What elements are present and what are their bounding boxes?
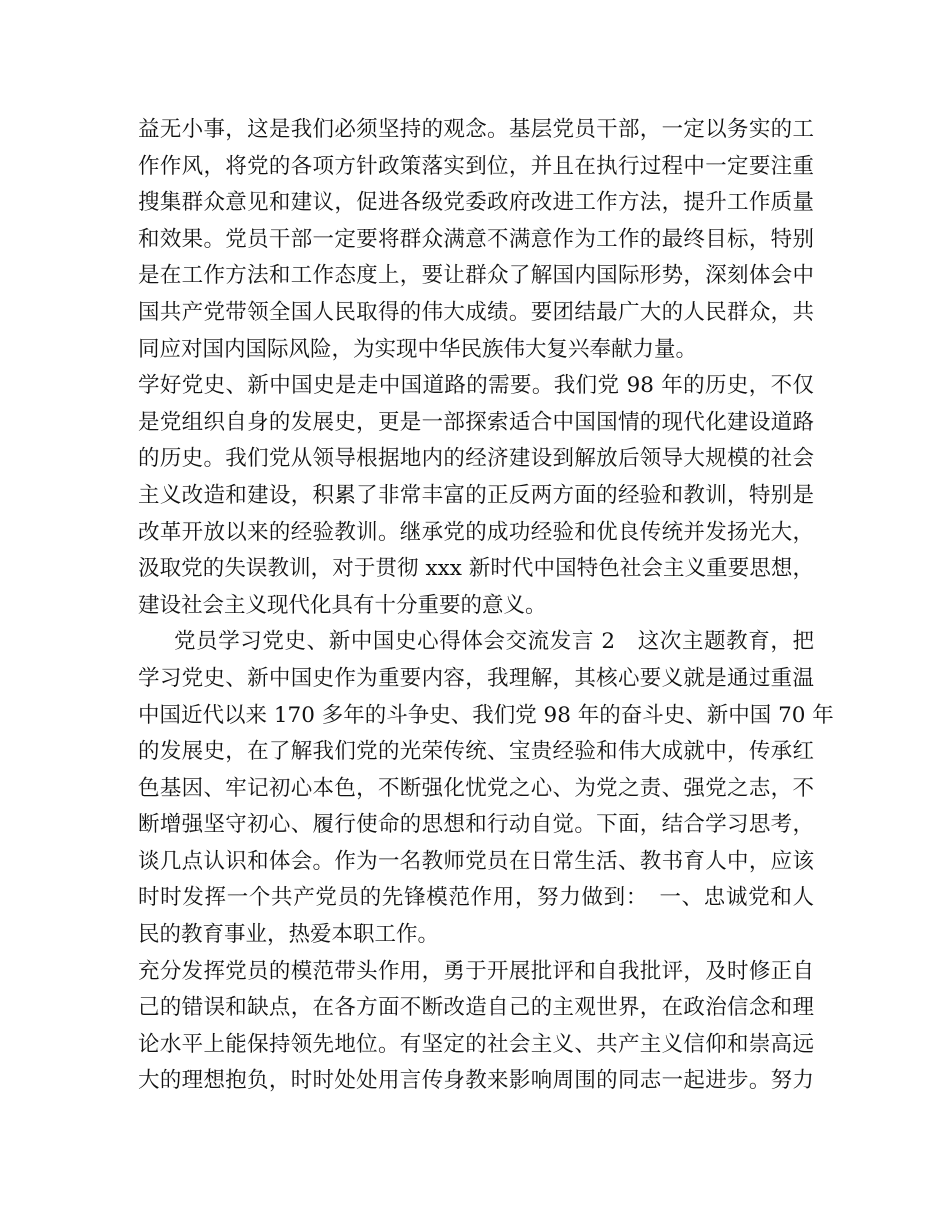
text-line: 益无小事，这是我们必须坚持的观念。基层党员干部，一定以务实的工 [138, 117, 814, 142]
text-line: 国共产党带领全国人民取得的伟大成绩。要团结最广大的人民群众，共 [138, 299, 814, 325]
text-line: 大的理想抱负，时时处处用言传身教来影响周围的同志一起进步。努力 [138, 1068, 814, 1094]
document-body-text [138, 112, 834, 1100]
text-line: 和效果。党员干部一定要将群众满意不满意作为工作的最终目标，特别 [138, 226, 814, 252]
text-line: 主义改造和建设，积累了非常丰富的正反两方面的经验和教训，特别是 [138, 482, 814, 508]
text-line: 同应对国内国际风险，为实现中华民族伟大复兴奉献力量。 [138, 336, 698, 362]
text-line: 的发展史，在了解我们党的光荣传统、宝贵经验和伟大成就中，传承红 [138, 739, 814, 765]
text-line: 中国近代以来 170 多年的斗争史、我们党 98 年的奋斗史、新中国 70 年 [138, 702, 834, 728]
text-line: 是在工作方法和工作态度上，要让群众了解国内国际形势，深刻体会中 [138, 263, 814, 289]
text-line: 时时发挥一个共产党员的先锋模范作用，努力做到： 一、忠诚党和人 [138, 885, 814, 911]
text-line: 建设社会主义现代化具有十分重要的意义。 [138, 592, 547, 618]
text-line: 搜集群众意见和建议，促进各级党委政府改进工作方法，提升工作质量 [138, 190, 814, 216]
text-line: 学习党史、新中国史作为重要内容，我理解，其核心要义就是通过重温 [138, 665, 814, 691]
text-line: 改革开放以来的经验教训。继承党的成功经验和优良传统并发扬光大， [138, 519, 814, 545]
text-line: 党员学习党史、新中国史心得体会交流发言 2 这次主题教育，把 [174, 629, 814, 655]
text-line: 断增强坚守初心、履行使命的思想和行动自觉。下面，结合学习思考， [138, 812, 814, 838]
text-line: 论水平上能保持领先地位。有坚定的社会主义、共产主义信仰和崇高远 [138, 1031, 814, 1057]
text-line: 的历史。我们党从领导根据地内的经济建设到解放后领导大规模的社会 [138, 446, 814, 472]
text-line: 作作风，将党的各项方针政策落实到位，并且在执行过程中一定要注重 [138, 153, 814, 179]
text-line: 民的教育事业，热爱本职工作。 [138, 922, 440, 948]
text-line: 充分发挥党员的模范带头作用，勇于开展批评和自我批评，及时修正自 [138, 958, 814, 984]
text-line: 学好党史、新中国史是走中国道路的需要。我们党 98 年的历史，不仅 [138, 373, 814, 399]
text-line: 是党组织自身的发展史，更是一部探索适合中国国情的现代化建设道路 [138, 409, 814, 435]
text-line: 己的错误和缺点，在各方面不断改造自己的主观世界，在政治信念和理 [138, 995, 814, 1021]
text-line: 色基因、牢记初心本色，不断强化忧党之心、为党之责、强党之志，不 [138, 775, 814, 801]
text-line: 汲取党的失误教训，对于贯彻 xxx 新时代中国特色社会主义重要思想， [138, 556, 814, 582]
text-line: 谈几点认识和体会。作为一名教师党员在日常生活、教书育人中，应该 [138, 848, 814, 874]
